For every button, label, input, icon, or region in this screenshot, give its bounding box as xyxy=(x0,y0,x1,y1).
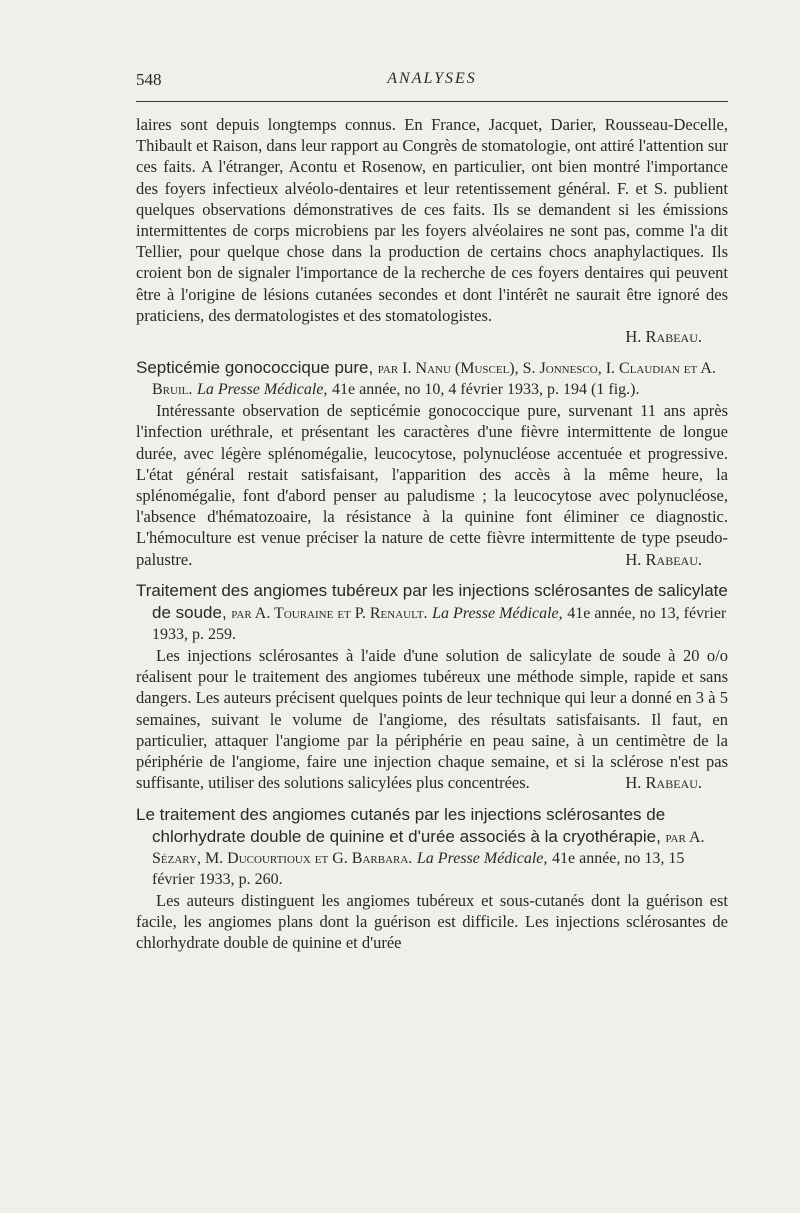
article-heading xyxy=(136,357,728,400)
article-authors: par I. Nanu (Muscel), S. Jonnesco, I. Claudian et A. Bruil. xyxy=(152,360,716,399)
page-content xyxy=(136,114,728,953)
article-body: Les injections sclérosantes à l'aide d'une solution de salicylate de soude à 20 o/o réalisent pour le traitement des angiomes tubéreux une méthode simple, rapide et sans dangers. Les auteurs précisent quelques points de leur technique qui leur a donné en 3 à 5 semaines, suivant le volume de l'angiome, des résultats satisfaisants. Il faut, en particulier, attaquer l'angiome par la périphérie en peau saine, à un centimètre de la périphérie de l'angiome, faire une injection chaque semaine, et si la sclérose n'est pas suffisante, utiliser des solutions salicylées plus concentrées. xyxy=(136,646,728,793)
page-number: 548 xyxy=(136,70,162,89)
article-body: Les auteurs distinguent les angiomes tubéreux et sous-cutanés dont la guérison est facile, les angiomes plans dont la guérison est difficile. Les injections sclérosantes de chlorhydrate double de quinine et d'urée xyxy=(136,890,728,953)
article-journal: La Presse Médicale, xyxy=(432,605,563,623)
article-journal: La Presse Médicale, xyxy=(416,849,548,867)
header-rule xyxy=(136,101,728,102)
article-septicemie xyxy=(136,357,728,570)
article-heading xyxy=(136,580,728,645)
article-signature: H. Rabeau. xyxy=(625,549,702,569)
running-head xyxy=(136,70,728,94)
article-authors: par A. Sézary, M. Ducourtioux et G. Barbara. xyxy=(152,828,705,867)
article-heading xyxy=(136,804,728,890)
article-body: Intéressante observation de septicémie gonococcique pure, survenant 11 ans après l'infection uréthrale, et présentant les caractères d'une fièvre intermittente de longue durée, avec légère splénomégalie, leucocytose, polynucléose accentuée et progressive. L'état général restait satisfaisant, l'apparition des accès à la même heure, la splénomégalie, font d'abord penser au paludisme ; la leucocytose avec polynucléose, l'absence d'hématozoaire, la résistance à la quinine font éliminer ce diagnostic. L'hémoculture est venue préciser la nature de cette fièvre intermittente de type pseudo-palustre. xyxy=(136,401,728,569)
article-title: Traitement des angiomes tubéreux par les injections sclérosantes de salicylate de soude, xyxy=(136,581,728,623)
article-details: 41e année, no 10, 4 février 1933, p. 194 (1 fig.). xyxy=(332,381,640,399)
article-title: Le traitement des angiomes cutanés par les injections sclérosantes de chlorhydrate double de quinine et d'urée associés à la cryothérapie, xyxy=(136,804,666,846)
article-title: Septicémie gonococcique pure, xyxy=(136,358,374,378)
intro-signature: H. Rabeau. xyxy=(625,327,702,347)
article-signature: H. Rabeau. xyxy=(625,773,702,793)
article-angiomes-tubereux xyxy=(136,580,728,794)
article-angiomes-cutanes xyxy=(136,804,728,954)
article-details: 41e année, no 13, février 1933, p. 259. xyxy=(152,605,727,644)
article-journal: La Presse Médicale, xyxy=(196,381,328,399)
intro-paragraph: laires sont depuis longtemps connus. En France, Jacquet, Darier, Rousseau-Decelle, Thibault et Raison, dans leur rapport au Congrès de stomatologie, ont attiré l'attention sur ces faits. A l'étranger, Acontu et Rosenow, en particulier, ont bien montré l'importance des foyers infectieux alvéolo-dentaires et leur retentissement général. F. et S. publient quelques observations démonstratives de ces faits. Ils se demandent si les émissions intermittentes de corps microbiens par les foyers alvéolaires ne sont pas, comme l'a dit Tellier, pour quelque chose dans la production de certains chocs anaphylactiques. Ils croient bon de signaler l'importance de la recherche de ces foyers dentaires qui peuvent être à l'origine de lésions cutanées secondes et dont l'intérêt ne saurait être ignoré des praticiens, des dermatologistes et des stomatologistes. xyxy=(136,115,728,325)
article-details: 41e année, no 13, 15 février 1933, p. 260. xyxy=(152,849,685,888)
article-authors: par A. Touraine et P. Renault. xyxy=(231,605,428,623)
running-title: ANALYSES xyxy=(387,70,477,87)
